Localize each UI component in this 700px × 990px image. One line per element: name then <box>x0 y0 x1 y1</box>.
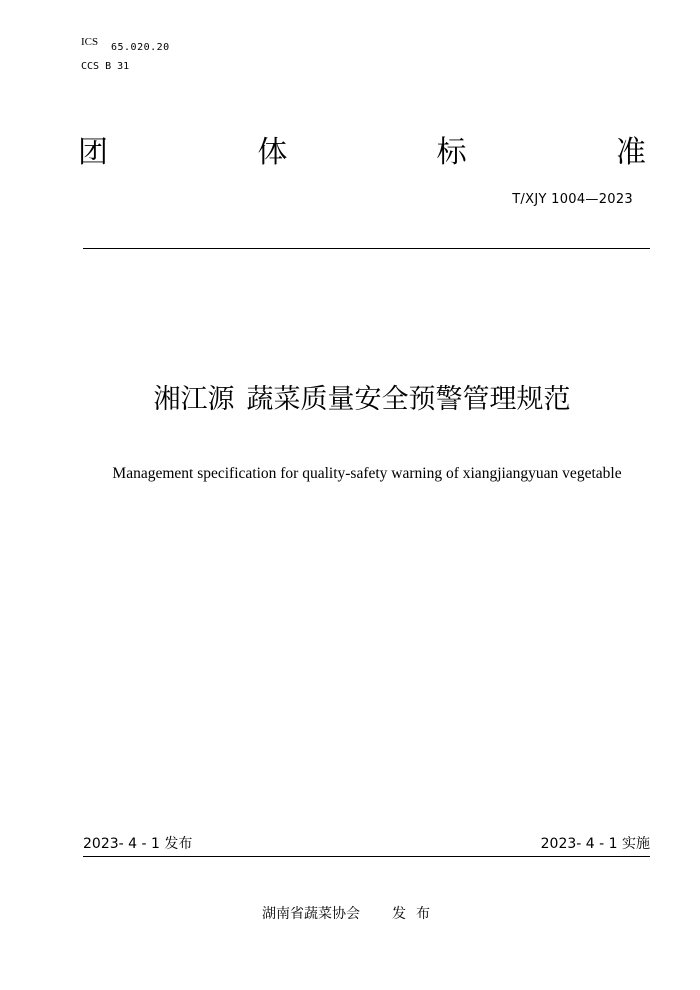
title-cn-part2: 蔬菜质量安全预警管理规范 <box>246 384 571 415</box>
ccs-line <box>81 61 135 73</box>
standard-type-char-3: 标 <box>436 135 467 170</box>
standard-type-char-2: 体 <box>257 135 288 170</box>
ics-label: ICS <box>81 36 99 48</box>
publisher-action: 发布 <box>392 906 440 922</box>
publisher-name: 湖南省蔬菜协会 <box>262 906 360 922</box>
ccs-label: CCS <box>81 61 100 72</box>
publisher-line <box>262 904 440 924</box>
ics-code: 65.020.20 <box>111 42 170 53</box>
standard-type-char-4: 准 <box>615 135 646 170</box>
title-cn-part1: 湘江源 <box>153 384 235 415</box>
top-divider <box>83 248 650 249</box>
bottom-divider <box>83 856 650 857</box>
issue-date: 2023- 4 - 1 发布 <box>83 836 193 852</box>
standard-type-heading <box>78 134 646 172</box>
standard-number: T/XJY 1004—2023 <box>512 192 633 207</box>
standard-type-char-1: 团 <box>78 135 108 170</box>
document-title-cn <box>0 381 700 419</box>
ccs-code: B 31 <box>105 61 130 72</box>
document-title-en: Management specification for quality-safety warning of xiangjiangyuan vegetable <box>112 465 622 482</box>
implementation-date: 2023- 4 - 1 实施 <box>540 836 650 852</box>
